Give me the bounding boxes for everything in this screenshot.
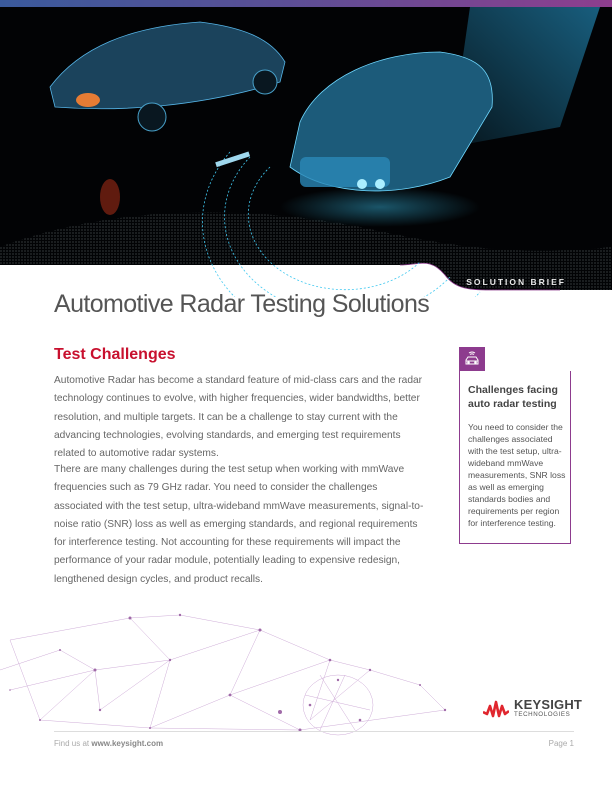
footer-divider bbox=[54, 731, 574, 732]
body-paragraph: Automotive Radar has become a standard feature of mid-class cars and the radar technology continues to evolve, with higher frequencies, wider bandwidths, better resolution, and multiple targets. It can be a challenge to stay current with the advancing technologies, evolving standards, and emerging test requirements related to automotive radar systems. bbox=[54, 375, 423, 460]
wireframe-car-illustration bbox=[0, 600, 470, 740]
body-paragraph: There are many challenges during the test setup when working with mmWave frequencies such as 79 GHz radar. You need to consider the challenges associated with the test setup, ultra-wideband mmWave measurements, signal-to-noise ratio (SNR) loss as well as emerging standards, and regional requirements for interference testing. Not accounting for these requirements will impact the performance of your radar module, potentially leading to expensive redesign, lengthened design cycles, and product recalls. bbox=[54, 464, 424, 585]
footer-prefix: Find us at bbox=[54, 739, 92, 748]
sidebar-callout bbox=[459, 371, 571, 544]
sidebar-body: You need to consider the challenges associated with the test setup, ultra-wideband mmWave measurements, SNR loss as well as emerging standards bodies and requirements per region for interference testing. bbox=[468, 422, 566, 528]
sidebar-heading: Challenges facing auto radar testing bbox=[468, 384, 558, 410]
keysight-logo bbox=[483, 698, 582, 719]
logo-subtitle: TECHNOLOGIES bbox=[514, 711, 571, 718]
car-radar-icon bbox=[459, 347, 485, 371]
logo-name: KEYSIGHT bbox=[514, 697, 583, 712]
hero-image bbox=[0, 7, 612, 297]
page-title: Automotive Radar Testing Solutions bbox=[54, 290, 430, 318]
section-title: Test Challenges bbox=[54, 346, 176, 363]
footer-url-link[interactable]: www.keysight.com bbox=[91, 739, 164, 748]
document-type-label: SOLUTION BRIEF bbox=[466, 277, 566, 287]
page-number: Page 1 bbox=[548, 739, 574, 748]
footer-find-us bbox=[54, 739, 163, 748]
top-gradient-bar bbox=[0, 0, 612, 7]
keysight-wave-icon bbox=[483, 700, 509, 718]
